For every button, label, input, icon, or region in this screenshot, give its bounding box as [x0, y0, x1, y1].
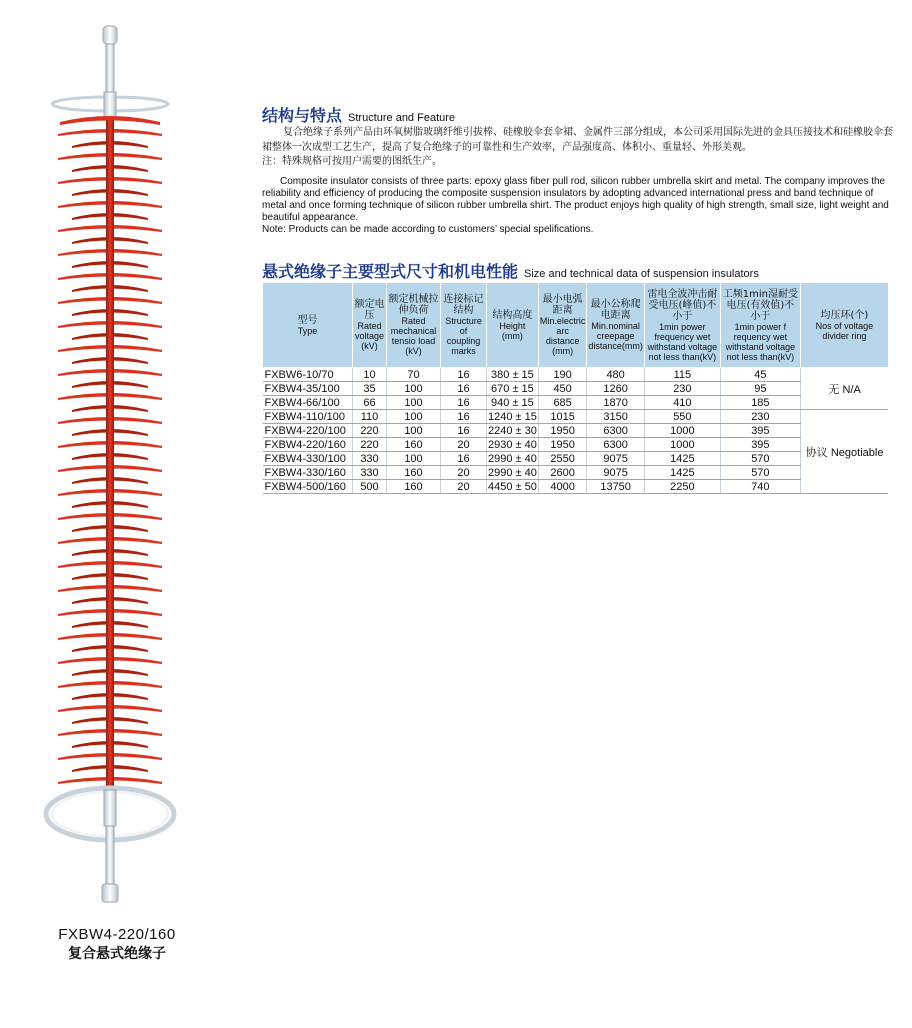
header-mechanical-load: 额定机械拉伸负荷 Rated mechanical tensio load (kV): [387, 283, 441, 368]
description-en: Composite insulator consists of three parts: epoxy glass fiber pull rod, silicon rubber umbrella skirt and metal. The company improves the reliability and efficiency of producing the composite suspension insulators by adopting advanced international press and band technique of metal and once forming technique of silicon rubber umbrella shirt. The product enjoys high quality of high strength, small size, light weight and beautiful appearance.: [262, 175, 889, 223]
table-cell: FXBW4-330/100: [263, 452, 353, 466]
table-cell: 115: [644, 368, 720, 382]
table-cell: 330: [353, 466, 387, 480]
figure-model: FXBW4-220/160: [58, 926, 176, 943]
table-cell: FXBW4-220/160: [263, 438, 353, 452]
table-cell: 16: [441, 368, 487, 382]
table-cell: 940 ± 15: [487, 396, 539, 410]
table-cell: 670 ± 15: [487, 382, 539, 396]
table-cell: 395: [720, 424, 800, 438]
table-cell: 4000: [538, 480, 587, 494]
table-cell: 380 ± 15: [487, 368, 539, 382]
table-cell: 1240 ± 15: [488, 410, 537, 423]
table-cell: 100: [387, 396, 441, 410]
table-cell: 16: [441, 410, 487, 424]
table-cell: 570: [720, 466, 800, 480]
header-creepage-distance: 最小公称爬电距离 Min.nominal creepage distance(mm): [587, 283, 645, 368]
table-cell: 6300: [587, 438, 645, 452]
ring-na-cell: 无 N/A: [800, 368, 888, 410]
table-cell: 35: [353, 382, 387, 396]
top-eye-fitting: [103, 26, 117, 44]
table-cell: 1425: [644, 452, 720, 466]
table-cell: 100: [387, 382, 441, 396]
table-cell: 1260: [587, 382, 645, 396]
table-cell: 1950: [538, 424, 587, 438]
table-cell: 330: [353, 452, 387, 466]
table-cell: 16: [441, 382, 487, 396]
table-row: [263, 452, 889, 466]
table-cell: 2990 ± 40: [488, 466, 537, 479]
core-rod-housing: [106, 120, 114, 790]
table-cell: 3150: [587, 410, 645, 424]
bottom-end-fitting: [106, 826, 114, 886]
header-rated-voltage: 额定电压 Rated voltage (kV): [353, 283, 387, 368]
table-cell: 190: [538, 368, 587, 382]
table-cell: 1425: [644, 466, 720, 480]
table-cell: 1000: [644, 438, 720, 452]
table-cell: 13750: [587, 480, 645, 494]
table-row: [263, 410, 889, 424]
table-row: [263, 480, 889, 494]
table-cell: 66: [353, 396, 387, 410]
table-row: [263, 424, 889, 438]
table-cell: FXBW4-330/160: [263, 466, 353, 480]
figure-name: 复合悬式绝缘子: [68, 946, 166, 962]
structure-feature-title-en: Structure and Feature: [348, 112, 456, 124]
table-row: [263, 466, 889, 480]
table-cell: 110: [353, 410, 387, 424]
note-en: Note: Products can be made according to customers’ special spelifications.: [262, 223, 594, 235]
structure-feature-body: [262, 126, 898, 236]
table-cell: 450: [538, 382, 587, 396]
table-cell: 9075: [587, 452, 645, 466]
header-arc-distance: 最小电弧距离 Min.electric arc distance (mm): [538, 283, 587, 368]
table-cell: FXBW4-220/100: [263, 424, 353, 438]
header-height: 结构高度 Height (mm): [487, 283, 539, 368]
table-cell: 45: [720, 368, 800, 382]
table-row: [263, 438, 889, 452]
top-end-fitting: [106, 44, 114, 92]
table-cell: 4450 ± 50: [488, 480, 537, 493]
structure-feature-heading: [262, 103, 455, 126]
table-cell: 1870: [587, 396, 645, 410]
table-cell: 2240 ± 30: [488, 424, 537, 437]
table-cell: 16: [441, 452, 487, 466]
description-cn: 复合绝缘子系列产品由环氧树脂玻璃纤维引拔棒、硅橡胶伞套伞裙、金属件三部分组成，本公司采用国际先进的金具压接技术和硅橡胶伞套裙整体一次成型工艺生产，提高了复合绝缘子的可靠性和生产效率，产品强度高、体积小、重量轻、外形美观。: [262, 127, 893, 153]
table-row: [263, 368, 889, 382]
spec-table: [262, 282, 889, 494]
table-cell: 230: [644, 382, 720, 396]
table-cell: 20: [441, 480, 487, 494]
table-cell: FXBW6-10/70: [263, 368, 353, 382]
table-cell: 220: [353, 424, 387, 438]
table-cell: 230: [720, 410, 800, 424]
table-header-row: [263, 283, 889, 368]
header-lightning-impulse: 雷电全波冲击耐受电压(峰值)不小于 1min power frequency wet withstand voltage not less than(kV): [644, 283, 720, 368]
technical-data-title-cn: 悬式绝缘子主要型式尺寸和机电性能: [262, 262, 519, 281]
table-cell: 20: [441, 438, 487, 452]
table-cell: 100: [387, 424, 441, 438]
table-row: [263, 396, 889, 410]
header-power-frequency: 工频1min湿耐受电压(有效值)不小于 1min power f requency wet withstand voltage not less than(kV): [720, 283, 800, 368]
table-cell: 410: [644, 396, 720, 410]
table-cell: 160: [387, 480, 441, 494]
table-cell: 2600: [538, 466, 587, 480]
technical-data-title-en: Size and technical data of suspension insulators: [524, 268, 759, 280]
table-cell: 20: [441, 466, 487, 480]
bottom-metal-sleeve: [104, 790, 116, 826]
header-grading-ring: 均压环(个) Nos of voltage divider ring: [800, 283, 888, 368]
table-cell: 1015: [538, 410, 587, 424]
table-cell: 480: [587, 368, 645, 382]
table-cell: FXBW4-35/100: [263, 382, 353, 396]
table-cell: 220: [353, 438, 387, 452]
technical-data-heading: [262, 259, 759, 282]
table-cell: 1000: [644, 424, 720, 438]
table-cell: FXBW4-110/100: [263, 410, 353, 424]
table-cell: 2930 ± 40: [488, 438, 537, 451]
header-type: 型号 Type: [263, 283, 353, 368]
table-cell: 100: [387, 452, 441, 466]
table-cell: 2550: [538, 452, 587, 466]
figure-caption: [42, 926, 192, 963]
table-cell: FXBW4-500/160: [263, 480, 353, 494]
table-cell: 160: [387, 466, 441, 480]
table-cell: 9075: [587, 466, 645, 480]
note-cn: 注：特殊规格可按用户需要的图纸生产。: [262, 156, 442, 167]
table-cell: 500: [353, 480, 387, 494]
table-cell: FXBW4-66/100: [263, 396, 353, 410]
table-cell: 70: [387, 368, 441, 382]
table-row: [263, 382, 889, 396]
top-metal-sleeve: [104, 92, 116, 120]
ring-negotiable-cell: 协议 Negotiable: [800, 410, 888, 494]
table-cell: 570: [720, 452, 800, 466]
table-cell: 1950: [538, 438, 587, 452]
table-cell: 16: [441, 424, 487, 438]
table-cell: 6300: [587, 424, 645, 438]
table-cell: 10: [353, 368, 387, 382]
table-cell: 2250: [644, 480, 720, 494]
table-cell: 2990 ± 40: [488, 452, 537, 465]
bottom-clevis-fitting: [102, 884, 118, 902]
table-cell: 100: [387, 410, 441, 424]
table-cell: 395: [720, 438, 800, 452]
table-cell: 185: [720, 396, 800, 410]
table-cell: 740: [720, 480, 800, 494]
header-coupling-marks: 连接标记结构 Structure of coupling marks: [441, 283, 487, 368]
table-cell: 550: [644, 410, 720, 424]
table-cell: 685: [538, 396, 587, 410]
table-cell: 160: [387, 438, 441, 452]
structure-feature-title-cn: 结构与特点: [262, 106, 343, 125]
table-cell: 95: [720, 382, 800, 396]
table-cell: 16: [441, 396, 487, 410]
insulator-illustration: [40, 18, 200, 918]
